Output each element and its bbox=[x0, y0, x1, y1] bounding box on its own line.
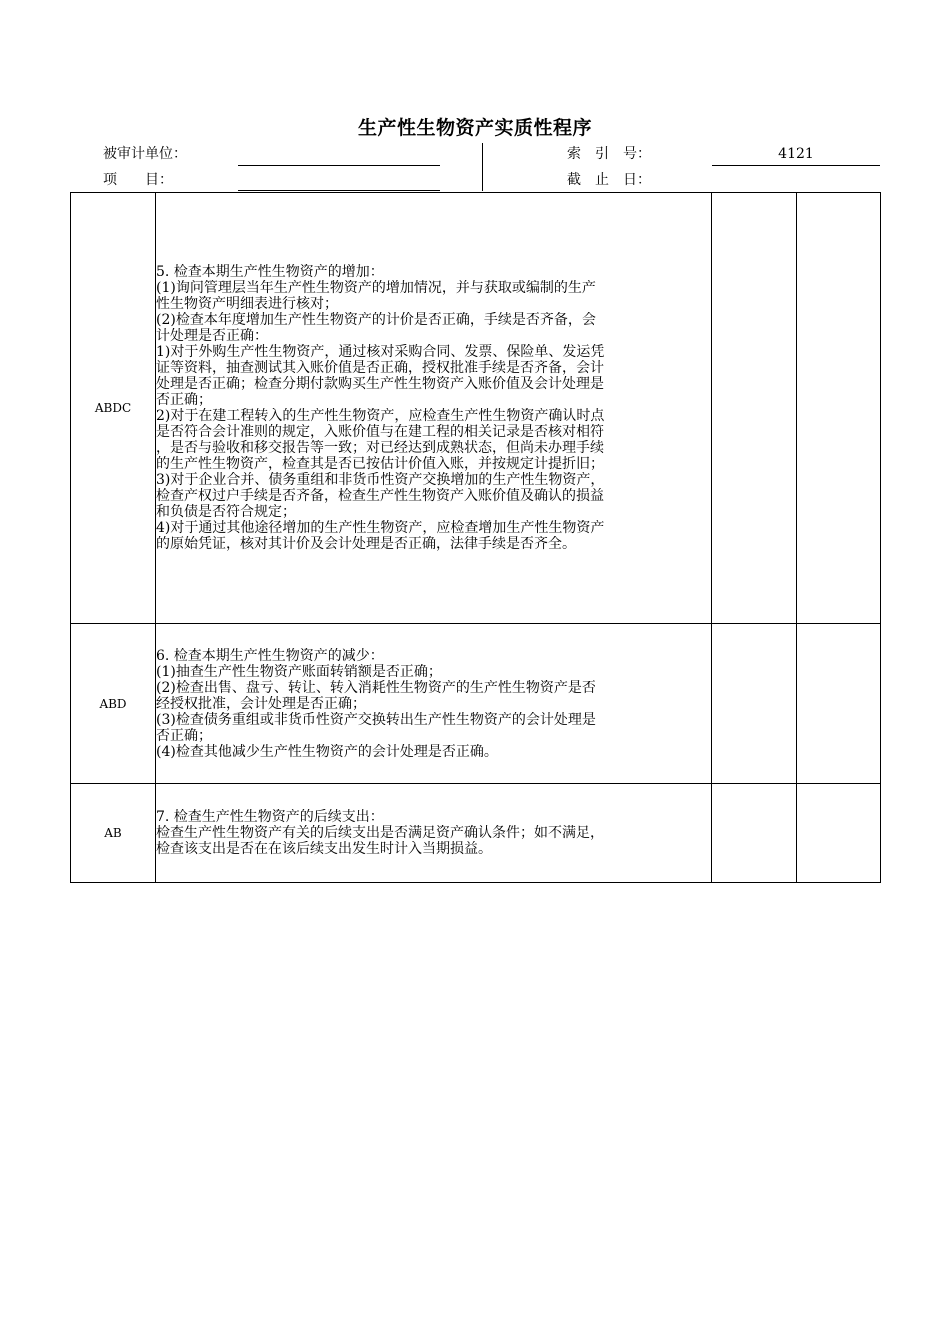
procedure-text bbox=[156, 784, 712, 883]
procedure-line: 的原始凭证，核对其计价及会计处理是否正确，法律手续是否齐全。 bbox=[156, 536, 576, 552]
index-underline bbox=[712, 165, 880, 166]
procedure-line: 性生物资产明细表进行核对； bbox=[156, 296, 338, 312]
audited-unit-label: 被审计单位： bbox=[103, 146, 187, 162]
procedure-text bbox=[156, 624, 712, 784]
procedure-line: 1)对于外购生产性生物资产，通过核对采购合同、发票、保险单、发运凭 bbox=[156, 344, 605, 360]
procedure-row bbox=[71, 193, 881, 624]
workpaper-ref-cell bbox=[712, 784, 797, 883]
procedure-line: 否正确； bbox=[156, 392, 212, 408]
page-title: 生产性生物资产实质性程序 bbox=[357, 117, 592, 139]
procedure-line: (4)检查其他减少生产性生物资产的会计处理是否正确。 bbox=[156, 743, 498, 760]
procedure-line: 和负债是否符合规定； bbox=[156, 504, 296, 520]
audited-unit-field bbox=[238, 165, 440, 166]
workpaper-ref-cell bbox=[712, 624, 797, 784]
project-label: 项 目： bbox=[103, 172, 173, 188]
procedure-line: (2)检查本年度增加生产性生物资产的计价是否正确，手续是否齐备，会 bbox=[156, 312, 596, 328]
procedure-line: (2)检查出售、盘亏、转让、转入消耗性生物资产的生产性生物资产是否 bbox=[156, 679, 596, 696]
procedure-line: 6. 检查本期生产性生物资产的减少： bbox=[156, 647, 384, 664]
index-value: 4121 bbox=[778, 146, 814, 162]
procedure-line: 检查产权过户手续是否齐备，检查生产性生物资产入账价值及确认的损益 bbox=[156, 488, 604, 504]
procedure-line: 处理是否正确；检查分期付款购买生产性生物资产入账价值及会计处理是 bbox=[156, 376, 604, 392]
procedure-line: (1)询问管理层当年生产性生物资产的增加情况，并与获取或编制的生产 bbox=[156, 280, 596, 296]
header-divider bbox=[482, 143, 483, 191]
procedure-line: 证等资料，抽查测试其入账价值是否正确，授权批准手续是否齐备，会计 bbox=[156, 360, 604, 376]
procedure-line: (1)抽查生产性生物资产账面转销额是否正确； bbox=[156, 663, 442, 680]
procedure-line: 是否符合会计准则的规定，入账价值与在建工程的相关记录是否核对相符 bbox=[156, 424, 604, 440]
procedure-line: 2)对于在建工程转入的生产性生物资产，应检查生产性生物资产确认时点 bbox=[156, 408, 605, 424]
project-field bbox=[238, 190, 440, 191]
procedure-line: ，是否与验收和移交报告等一致；对已经达到成熟状态，但尚未办理手续 bbox=[156, 440, 604, 456]
procedure-line: 7. 检查生产性生物资产的后续支出： bbox=[156, 809, 384, 825]
cutoff-label: 截 止 日： bbox=[567, 172, 651, 188]
executor-cell bbox=[797, 624, 881, 784]
index-label: 索 引 号： bbox=[567, 146, 651, 162]
procedure-line: 3)对于企业合并、债务重组和非货币性资产交换增加的生产性生物资产， bbox=[156, 472, 605, 488]
objective-code: AB bbox=[71, 784, 156, 883]
procedure-text bbox=[156, 193, 712, 624]
executor-cell bbox=[797, 193, 881, 624]
procedure-table bbox=[70, 192, 881, 883]
objective-code: ABDC bbox=[71, 193, 156, 624]
procedure-line: 检查生产性生物资产有关的后续支出是否满足资产确认条件；如不满足， bbox=[156, 825, 604, 841]
procedure-row bbox=[71, 784, 881, 883]
procedure-line: 5. 检查本期生产性生物资产的增加： bbox=[156, 264, 384, 280]
procedure-line: 经授权批准，会计处理是否正确； bbox=[156, 695, 366, 712]
procedure-line: 否正确； bbox=[156, 727, 212, 744]
workpaper-ref-cell bbox=[712, 193, 797, 624]
procedure-line: 的生产性生物资产，检查其是否已按估计价值入账，并按规定计提折旧； bbox=[156, 456, 604, 472]
procedure-line: 计处理是否正确： bbox=[156, 328, 268, 344]
procedure-line: 检查该支出是否在在该后续支出发生时计入当期损益。 bbox=[156, 841, 492, 857]
objective-code: ABD bbox=[71, 624, 156, 784]
procedure-line: 4)对于通过其他途径增加的生产性生物资产，应检查增加生产性生物资产 bbox=[156, 520, 605, 536]
executor-cell bbox=[797, 784, 881, 883]
procedure-line: (3)检查债务重组或非货币性资产交换转出生产性生物资产的会计处理是 bbox=[156, 711, 596, 728]
procedure-row bbox=[71, 624, 881, 784]
